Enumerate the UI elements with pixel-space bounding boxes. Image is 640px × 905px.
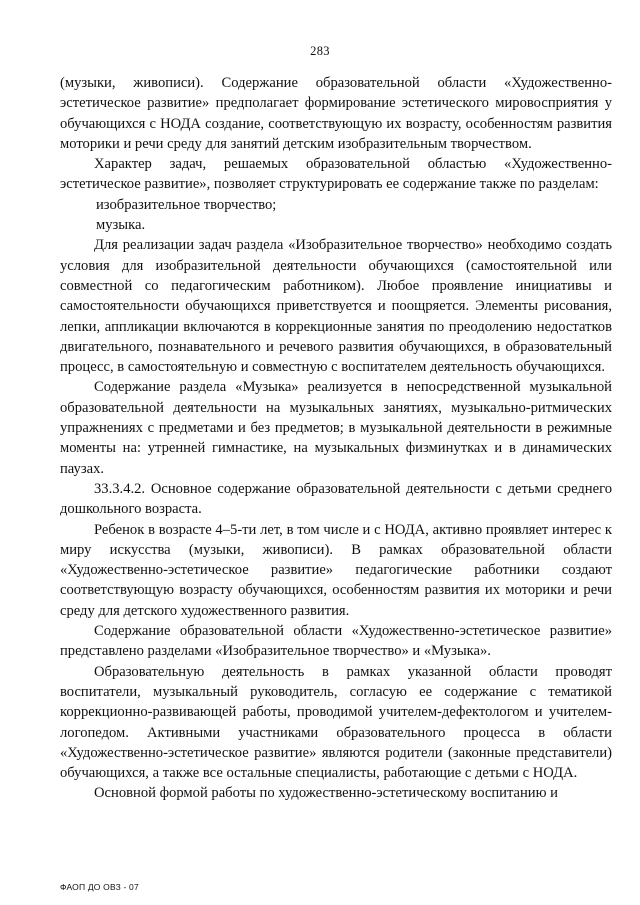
paragraph-child-age: Ребенок в возрасте 4–5-ти лет, в том числе и с НОДА, активно проявляет интерес к миру искусства (музыки, живописи). В рамках образовательной области «Художественно-эстетическое развитие» педагогические работники создают соответствующую возрасту обучающихся, особенностям развития их моторики и речи среду для детского художественного развития. (60, 521, 612, 619)
list-item-visual-art: изобразительное творчество; (96, 196, 277, 213)
paragraph-participants: Образовательную деятельность в рамках указанной области проводят воспитатели, музыкальный руководитель, согласую ее содержание с тематикой коррекционно-развивающей работы, проводимой учителем-дефектологом и учителем-логопедом. Активными участниками образовательного процесса в области «Художественно-эстетическое развитие» являются родители (законные представители) обучающихся, а также все остальные специалисты, работающие с детьми с НОДА. (60, 663, 612, 782)
document-body (60, 73, 612, 804)
page-number: 283 (310, 44, 330, 58)
footer-doc-code: ФАОП ДО ОВЗ - 07 (60, 882, 139, 892)
paragraph-music: Содержание раздела «Музыка» реализуется в непосредственной музыкальной образовательной деятельности на музыкальных занятиях, музыкально-ритмических упражнениях с предметами и без предметов; в музыкальной деятельности в режимные моменты на: утренней гимнастике, на музыкальных физминутках и в динамических паузах. (60, 379, 612, 477)
list-item-music: музыка. (96, 217, 146, 234)
paragraph-area-content: Содержание образовательной области «Художественно-эстетическое развитие» представлено разделами «Изобразительное творчество» и «Музыка». (60, 623, 612, 660)
paragraph-visual-art: Для реализации задач раздела «Изобразительное творчество» необходимо создать условия для изобразительной деятельности обучающихся (самостоятельной или совместной со педагогическим работником). Любое проявление инициативы и самостоятельности обучающихся приветствуется и поощряется. Элементы рисования, лепки, аппликации включаются в коррекционные занятия по преодолению недостатков двигательного, познавательного и речевого развития обучающихся, в образовательный процесс, в самостоятельную и совместную с воспитателем деятельность обучающихся. (60, 237, 612, 376)
paragraph-sections-intro: Характер задач, решаемых образовательной областью «Художественно-эстетическое развитие», позволяет структурировать ее содержание также по разделам: (60, 156, 612, 193)
paragraph-intro: (музыки, живописи). Содержание образовательной области «Художественно-эстетическое развитие» предполагает формирование эстетического мировосприятия у обучающихся с НОДА создание, соответствующую их возрасту, особенностям развития моторики и речи среду для занятий детским изобразительным творчеством. (60, 75, 612, 152)
paragraph-main-form: Основной формой работы по художественно-эстетическому воспитанию и (94, 785, 558, 802)
paragraph-section-heading: 33.3.4.2. Основное содержание образовательной деятельности с детьми среднего дошкольного возраста. (60, 480, 612, 518)
